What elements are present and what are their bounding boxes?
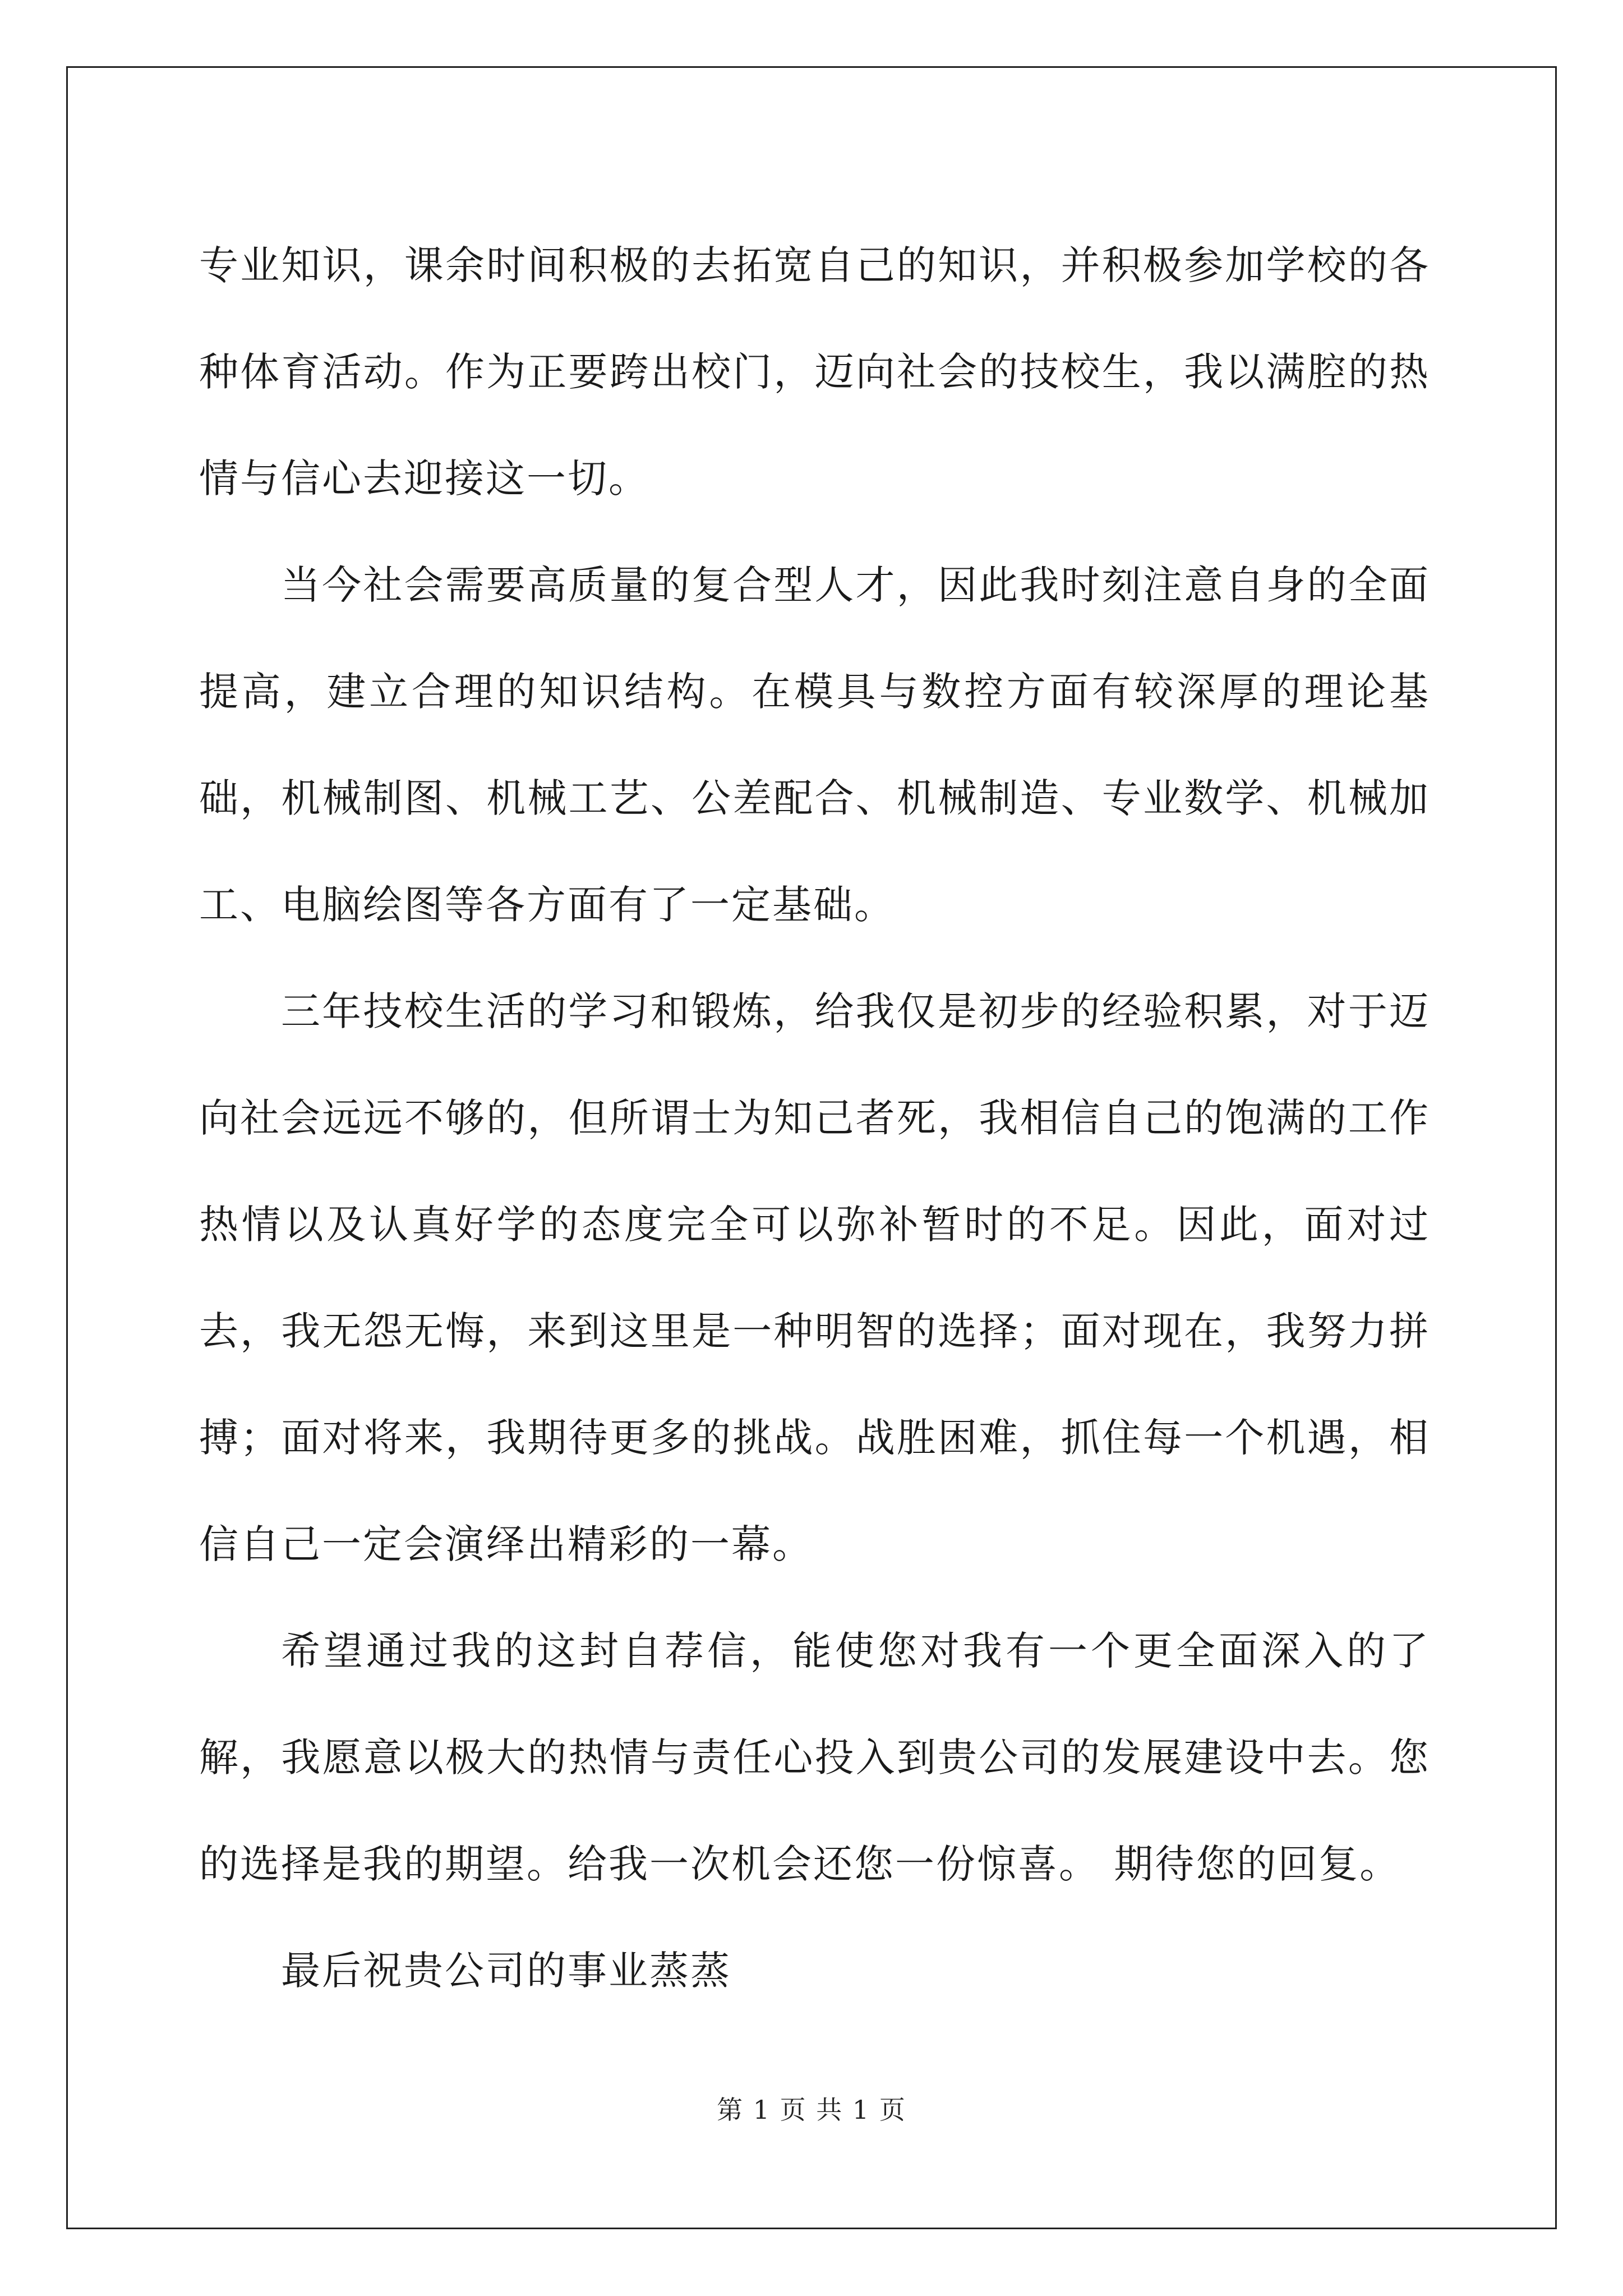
paragraph-1: 专业知识，课余时间积极的去拓宽自己的知识，并积极参加学校的各种体育活动。作为正要跨出校门，迈向社会的技校生，我以满腔的热情与信心去迎接这一切。 <box>199 242 1430 501</box>
page-number-footer: 第 1 页 共 1 页 <box>717 2095 906 2125</box>
paragraph-5: 最后祝贵公司的事业蒸蒸 <box>281 1948 731 1994</box>
paragraph-4: 希望通过我的这封自荐信，能使您对我有一个更全面深入的了解，我愿意以极大的热情与责任心投入到贵公司的发展建设中去。您的选择是我的期望。给我一次机会还您一份惊喜。 期待您的回复。 <box>199 1628 1430 1887</box>
paragraph-3: 三年技校生活的学习和锻炼，给我仅是初步的经验积累，对于迈向社会远远不够的，但所谓士为知己者死，我相信自己的饱满的工作热情以及认真好学的态度完全可以弥补暂时的不足。因此，面对过去，我无怨无悔，来到这里是一种明智的选择；面对现在，我努力拼搏；面对将来，我期待更多的挑战。战胜困难，抓住每一个机遇，相信自己一定会演绎出精彩的一幕。 <box>199 988 1430 1567</box>
document-body <box>199 212 1430 2024</box>
paragraph-2: 当今社会需要高质量的复合型人才，因此我时刻注意自身的全面提高，建立合理的知识结构。在模具与数控方面有较深厚的理论基础，机械制图、机械工艺、公差配合、机械制造、专业数学、机械加工、电脑绘图等各方面有了一定基础。 <box>199 562 1430 928</box>
